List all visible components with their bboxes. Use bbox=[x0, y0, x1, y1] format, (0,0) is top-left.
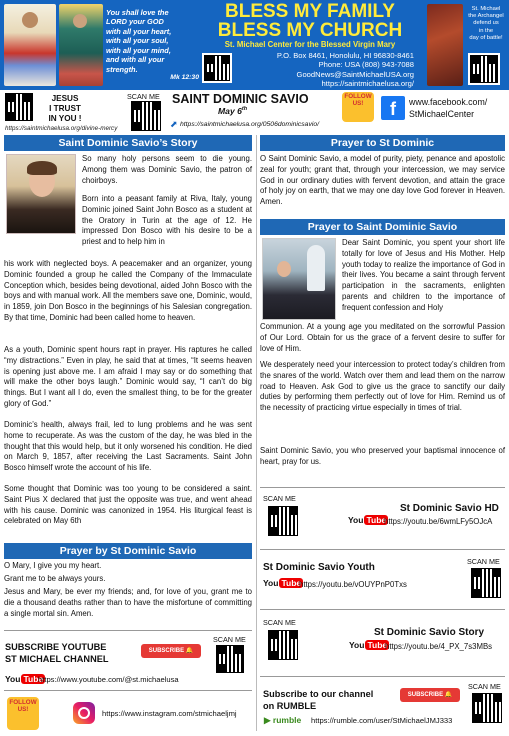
video-1-qr-code[interactable] bbox=[268, 506, 298, 536]
prayer-by-line-3: Jesus and Mary, be ever my friends; and, for love of you, grant me to die a thousand deaths rather than to have the misfortune of committing a single mortal sin. Amen. bbox=[4, 587, 252, 618]
facebook-icon[interactable]: f bbox=[381, 96, 405, 120]
feast-date-text: May 6 bbox=[218, 106, 242, 116]
michael-line: St. Michael bbox=[471, 6, 501, 12]
dominic-portrait bbox=[6, 154, 76, 234]
st-michael-image bbox=[427, 4, 463, 86]
rumble-subscribe-button[interactable]: SUBSCRIBE 🔔 bbox=[400, 688, 460, 702]
story-para-3: As a youth, Dominic spent hours rapt in prayer. His raptures he called “my distractions.” Even in play, he said that at times, “It seems heaven is opening just above me. I am afraid I may say or do something that will make the other boys laugh.” Dominic would say, “I can’t do big things. But I want all I do, even the smallest thing, to be for the greater glory of God.” bbox=[4, 345, 252, 408]
facebook-url-line: www.facebook.com/ bbox=[409, 97, 488, 107]
address-text: P.O. Box 8461, Honolulu, HI 96830-8461 bbox=[276, 51, 414, 60]
jesus-line: I TRUST bbox=[49, 103, 81, 113]
follow-us-badge-bottom[interactable] bbox=[7, 697, 39, 730]
title-bless-family: BLESS MY FAMILY bbox=[225, 1, 395, 22]
video-3-url[interactable]: https://youtu.be/4_PX_7s3MBs bbox=[385, 642, 493, 651]
rumble-subscribe-button-label: SUBSCRIBE bbox=[407, 692, 444, 698]
youtube-subscribe-line: SUBSCRIBE YOUTUBE bbox=[5, 642, 107, 652]
st-michael-prayer bbox=[464, 6, 508, 42]
youtube-logo-you: You bbox=[348, 515, 364, 525]
quote-line: with all your heart, bbox=[106, 26, 172, 36]
divine-mercy-qr-code[interactable] bbox=[5, 93, 33, 121]
jesus-trust-text bbox=[37, 94, 93, 124]
video-3-title: St Dominic Savio Story bbox=[374, 627, 485, 638]
video-1-youtube-logo bbox=[348, 515, 388, 525]
instagram-url[interactable]: https://www.instagram.com/stmichaeljmj bbox=[102, 709, 237, 718]
story-para-4: Dominic’s health, always frail, led to lung problems and he was sent home to recuperate. As was the custom of the day, he was bled in the thought that this would help, but it only worsened his condition. He died on March 9, 1857, after receiving the Last Sacraments. Saint John Bosco himself wrote the account of his life. bbox=[4, 420, 252, 472]
rumble-subscribe-line: on RUMBLE bbox=[263, 700, 317, 711]
quote-line: with all your mind, bbox=[106, 45, 171, 55]
prayer-saint-para-1-rest: Communion. At a young age you meditated on the sorrowful Passion of Our Lord. Obtain for us the grace of a fervent desire to suffer for love of Him. bbox=[260, 322, 505, 353]
rumble-subscribe-title bbox=[263, 689, 373, 712]
quote-reference: Mk 12:30 bbox=[170, 74, 199, 82]
youtube-logo-tube: Tube bbox=[367, 640, 388, 650]
prayer-by-heading: Prayer by St Dominic Savio bbox=[4, 543, 252, 559]
video-3-youtube-logo bbox=[349, 640, 389, 650]
prayer-to-heading: Prayer to St Dominic bbox=[260, 135, 505, 151]
video-2-youtube-logo bbox=[263, 578, 303, 588]
jesus-line: JESUS bbox=[51, 94, 79, 103]
rumble-logo-text: rumble bbox=[272, 715, 302, 725]
youtube-logo-you: You bbox=[263, 578, 279, 588]
right-divider-1 bbox=[260, 487, 505, 488]
quote-line: LORD your GOD bbox=[106, 17, 164, 27]
left-divider bbox=[4, 630, 252, 631]
youtube-scan-label: SCAN ME bbox=[213, 635, 246, 644]
video-3-qr-code[interactable] bbox=[268, 630, 298, 660]
michael-line: day of battle! bbox=[469, 34, 503, 41]
contact-info bbox=[232, 51, 414, 88]
rumble-subscribe-line: Subscribe to our channel bbox=[263, 689, 374, 699]
email-link[interactable]: GoodNews@SaintMichaelUSA.org bbox=[296, 69, 414, 79]
youtube-subscribe-button[interactable]: SUBSCRIBE 🔔 bbox=[141, 644, 201, 658]
video-3-scan-label: SCAN ME bbox=[263, 618, 296, 627]
right-divider-4 bbox=[260, 676, 505, 677]
story-para-1: So many holy persons seem to die young. Among them was Dominic Savio, the patron of choirboys. bbox=[82, 154, 252, 185]
feast-date bbox=[218, 106, 247, 116]
story-para-2-rest: his work with neglected boys. A peacemaker and an organizer, young Dominic founded a group he called the Company of the Immaculate Conception which, besides being devotional, aided John Bosco with the boys and with manual work. All the members save one, Dominic, would, in 1859, join Don Bosco in the beginnings of his Salesian congregation. By that time, Dominic had been called home to heaven. bbox=[4, 259, 252, 322]
right-divider-2 bbox=[260, 549, 505, 550]
prayer-saint-para-3: Saint Dominic Savio, you who preserved your baptismal innocence of heart, pray for us. bbox=[260, 446, 505, 466]
rumble-logo: ▶ rumble bbox=[264, 715, 302, 725]
facebook-url-line: StMichaelCenter bbox=[409, 108, 475, 119]
story-para-2: Born into a peasant family at Riva, Italy, young Dominic joined Saint John Bosco as a student at the Oratory in Turin at the age of 12. He impressed Don Bosco with his desire to be a priest and to help him in bbox=[82, 194, 252, 246]
prayer-saint-heading: Prayer to Saint Dominic Savio bbox=[260, 219, 505, 235]
video-1-scan-label: SCAN ME bbox=[263, 494, 296, 503]
michael-line: defend us bbox=[473, 20, 499, 27]
video-2-scan-label: SCAN ME bbox=[467, 557, 500, 566]
youtube-subscribe-button-label: SUBSCRIBE bbox=[148, 648, 185, 654]
instagram-icon[interactable] bbox=[73, 702, 95, 724]
video-2-title: St Dominic Savio Youth bbox=[263, 562, 375, 573]
youtube-channel-url[interactable]: https://www.youtube.com/@st.michaelusa bbox=[38, 675, 179, 684]
jesus-line: IN YOU ! bbox=[48, 113, 82, 123]
center-subtitle: St. Michael Center for the Blessed Virgin Mary bbox=[224, 40, 396, 49]
link-arrow-icon: ⬈ bbox=[170, 119, 178, 129]
follow-us-badge[interactable] bbox=[342, 92, 374, 122]
rumble-qr-code[interactable] bbox=[472, 693, 502, 723]
our-lady-image bbox=[59, 4, 103, 86]
feast-date-sup: th bbox=[241, 106, 248, 113]
right-divider-3 bbox=[260, 609, 505, 610]
youtube-logo-you: You bbox=[349, 640, 365, 650]
divine-mercy-image bbox=[4, 4, 56, 86]
prayer-saint-para-2: We desperately need your intercession to protect today’s children from the snares of the world. Watch over them and lead them on the narrow road to Heaven. Ask God to give us the grace to sanctify our daily duties by performing them perfectly out of love for Him. Remind us of the necessity of practicing virtue especially in times of trial. bbox=[260, 360, 505, 412]
youtube-logo-tube: Tube bbox=[366, 515, 387, 525]
saint-title: SAINT DOMINIC SAVIO bbox=[172, 92, 309, 106]
youtube-logo-tube: Tube bbox=[23, 674, 44, 684]
rumble-scan-label: SCAN ME bbox=[468, 682, 501, 691]
prayer-to-text: O Saint Dominic Savio, a model of purity, piety, penance and apostolic zeal for youth; grant that, through your intercession, we may service God in our ordinary duties with fervent devotion, and attain the grace of holy joy on earth, that we may one day love God forever in Heaven. Amen. bbox=[260, 154, 505, 206]
youtube-logo-tube: Tube bbox=[281, 578, 302, 588]
video-2-qr-code[interactable] bbox=[471, 568, 501, 598]
scan-me-label: SCAN ME bbox=[127, 92, 160, 101]
quote-line: with all your soul, bbox=[106, 36, 169, 46]
follow-us-text-bottom: FOLLOW US! bbox=[9, 699, 37, 713]
prayer-by-line-2: Grant me to be always yours. bbox=[4, 574, 106, 583]
website-link[interactable]: https://saintmichaelusa.org/ bbox=[321, 78, 414, 88]
youtube-logo-you: You bbox=[5, 674, 21, 684]
dominic-with-mary-image bbox=[262, 238, 336, 320]
saint-page-qr-code[interactable] bbox=[131, 101, 161, 131]
michael-line: the Archangel bbox=[468, 13, 504, 20]
michael-line: in the bbox=[478, 27, 494, 34]
youtube-subscribe-line: ST MICHAEL CHANNEL bbox=[5, 653, 109, 664]
story-para-5: Some thought that Dominic was too young to be considered a saint. Saint Pius X declared that just the opposite was true, and went ahead with his cause. Dominic was canonized in 1954. His liturgical feast is celebrated on May 6th bbox=[4, 484, 252, 526]
header-qr-code[interactable] bbox=[204, 55, 230, 81]
facebook-url[interactable] bbox=[409, 97, 487, 121]
quote-line: and with all your bbox=[106, 55, 165, 65]
scripture-quote bbox=[106, 8, 201, 83]
column-separator bbox=[256, 135, 257, 731]
rumble-url[interactable]: https://rumble.com/user/StMichaelJMJ333 bbox=[311, 716, 453, 725]
phone-text: Phone: USA (808) 943-7088 bbox=[318, 60, 414, 70]
divine-mercy-url[interactable]: https://saintmichaelusa.org/divine-mercy bbox=[5, 125, 118, 132]
prayer-saint-para-1: Dear Saint Dominic, you spent your short life totally for love of Jesus and His Mother. Help youth today to realize the importance of God in their lives. You became a saint through fervent participation in the sacraments, enlighten parents and children to the importance of frequent confession and Holy bbox=[342, 238, 505, 312]
quote-line: strength. bbox=[106, 64, 138, 74]
saint-page-url[interactable]: https://saintmichaelusa.org/0506dominicsavio/ bbox=[180, 121, 320, 128]
title-bless-church: BLESS MY CHURCH bbox=[217, 20, 403, 41]
video-1-title: St Dominic Savio HD bbox=[400, 503, 499, 514]
youtube-channel-qr-code[interactable] bbox=[216, 645, 244, 673]
prayer-by-line-1: O Mary, I give you my heart. bbox=[4, 561, 102, 570]
video-1-url[interactable]: https://youtu.be/6wmLFy5OJcA bbox=[384, 517, 493, 526]
youtube-subscribe-title bbox=[5, 642, 108, 665]
michael-qr-code[interactable] bbox=[470, 55, 498, 83]
quote-line: You shall love the bbox=[106, 8, 169, 17]
follow-us-text: FOLLOW US! bbox=[344, 93, 372, 107]
story-heading: Saint Dominic Savio’s Story bbox=[4, 135, 252, 151]
left-divider-bottom bbox=[4, 690, 252, 691]
video-2-url[interactable]: https://youtu.be/vOUYPnP0Txs bbox=[299, 580, 407, 589]
